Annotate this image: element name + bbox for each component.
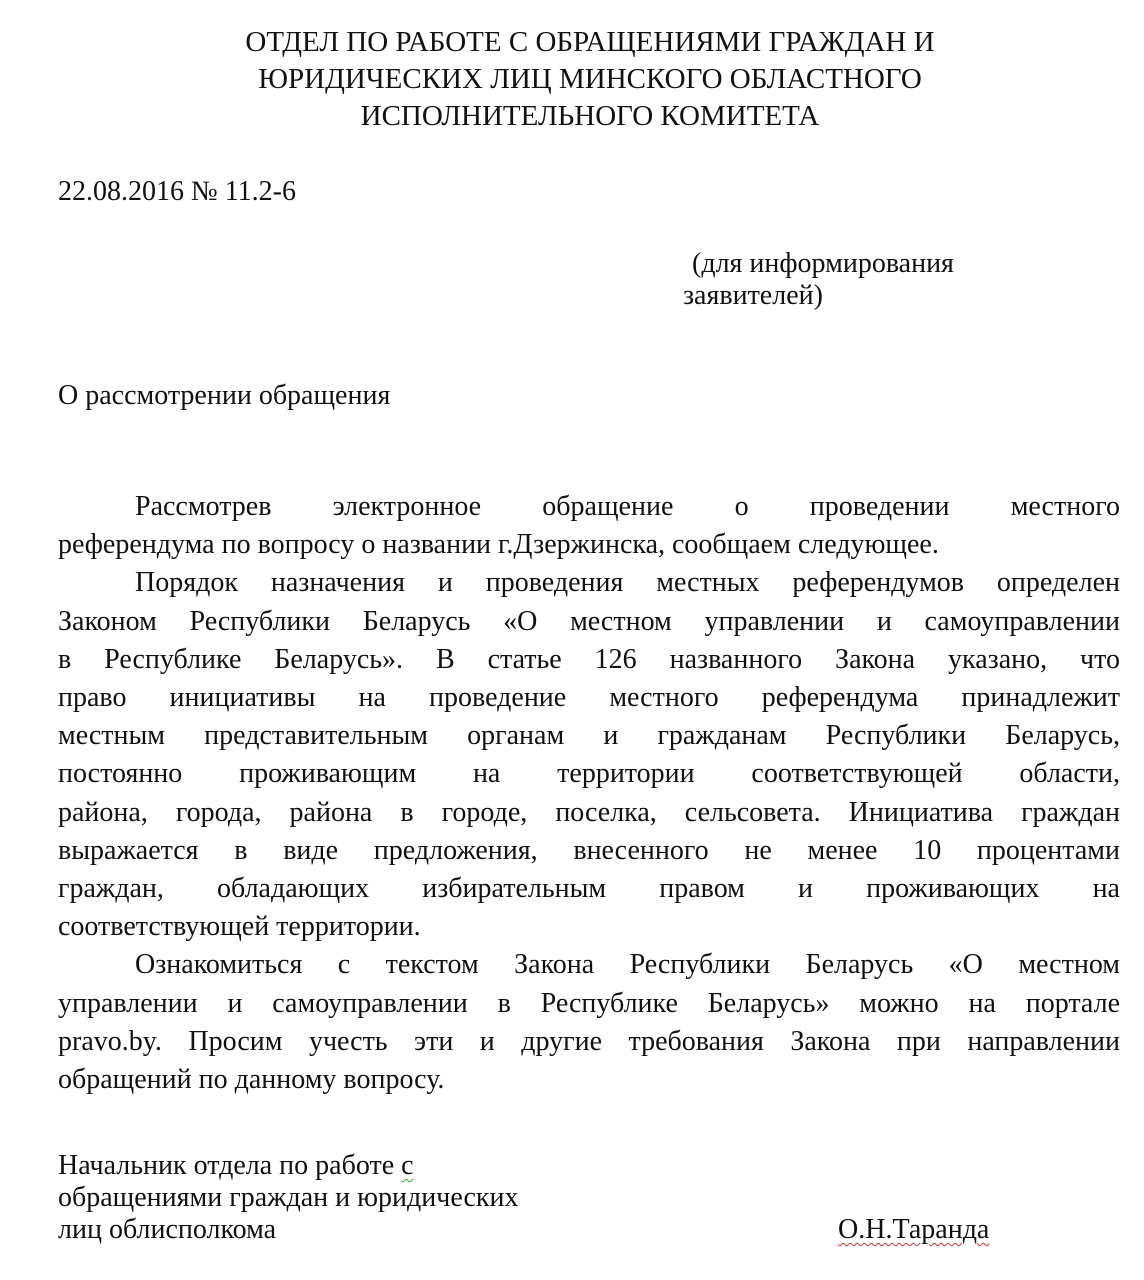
text-line: постоянно проживающим на территории соответствующей области, [58, 758, 1120, 790]
reference-number: 22.08.2016 № 11.2-6 [58, 176, 296, 207]
text-line: Законом Республики Беларусь «О местном управлении и самоуправлении [58, 605, 1120, 637]
signer-name: О.Н.Таранда [838, 1214, 990, 1245]
text-line: граждан, обладающих избирательным правом и проживающих на [58, 873, 1120, 905]
addressee-line: заявителей) [683, 280, 823, 311]
letter-body [58, 488, 1120, 1099]
paragraph [58, 488, 1120, 564]
text-line: района, города, района в городе, поселка, сельсовета. Инициатива граждан [58, 796, 1120, 828]
text-line: Рассмотрев электронное обращение о проведении местного [135, 491, 1120, 522]
text-line: в Республике Беларусь». В статье 126 названного Закона указано, что [58, 643, 1120, 675]
header-line: ОТДЕЛ ПО РАБОТЕ С ОБРАЩЕНИЯМИ ГРАЖДАН И [245, 26, 935, 58]
position-text: с [401, 1150, 414, 1181]
text-line: референдума по вопросу о названии г.Дзержинска, сообщаем следующее. [58, 529, 939, 561]
signer-position-line: обращениями граждан и юридических [58, 1182, 519, 1213]
header-line: ЮРИДИЧЕСКИХ ЛИЦ МИНСКОГО ОБЛАСТНОГО [258, 63, 922, 95]
text-line: pravo.by. Просим учесть эти и другие требования Закона при направлении [58, 1025, 1120, 1057]
text-line: Порядок назначения и проведения местных референдумов определен [135, 567, 1120, 599]
addressee-line: (для информирования [692, 248, 954, 279]
text-line: Ознакомиться с текстом Закона Республики Беларусь «О местном [135, 949, 1120, 981]
text-line: соответствующей территории. [58, 911, 421, 943]
document-header [0, 24, 1144, 135]
signer-position-line [58, 1150, 518, 1182]
text-line: право инициативы на проведение местного референдума принадлежит [58, 682, 1120, 714]
text-line: выражается в виде предложения, внесенного не менее 10 процентами [58, 834, 1120, 866]
paragraph [58, 564, 1120, 946]
paragraph [58, 946, 1120, 1099]
position-text: Начальник отдела по работе [58, 1150, 402, 1181]
text-line: управлении и самоуправлении в Республике Беларусь» можно на портале [58, 987, 1120, 1019]
subject: О рассмотрении обращения [58, 380, 391, 411]
signature-block [58, 1150, 518, 1246]
text-line: местным представительным органам и гражданам Республики Беларусь, [58, 720, 1120, 752]
header-line: ИСПОЛНИТЕЛЬНОГО КОМИТЕТА [360, 100, 820, 132]
text-line: обращений по данному вопросу. [58, 1064, 445, 1096]
signer-position-line: лиц облисполкома [58, 1214, 277, 1245]
